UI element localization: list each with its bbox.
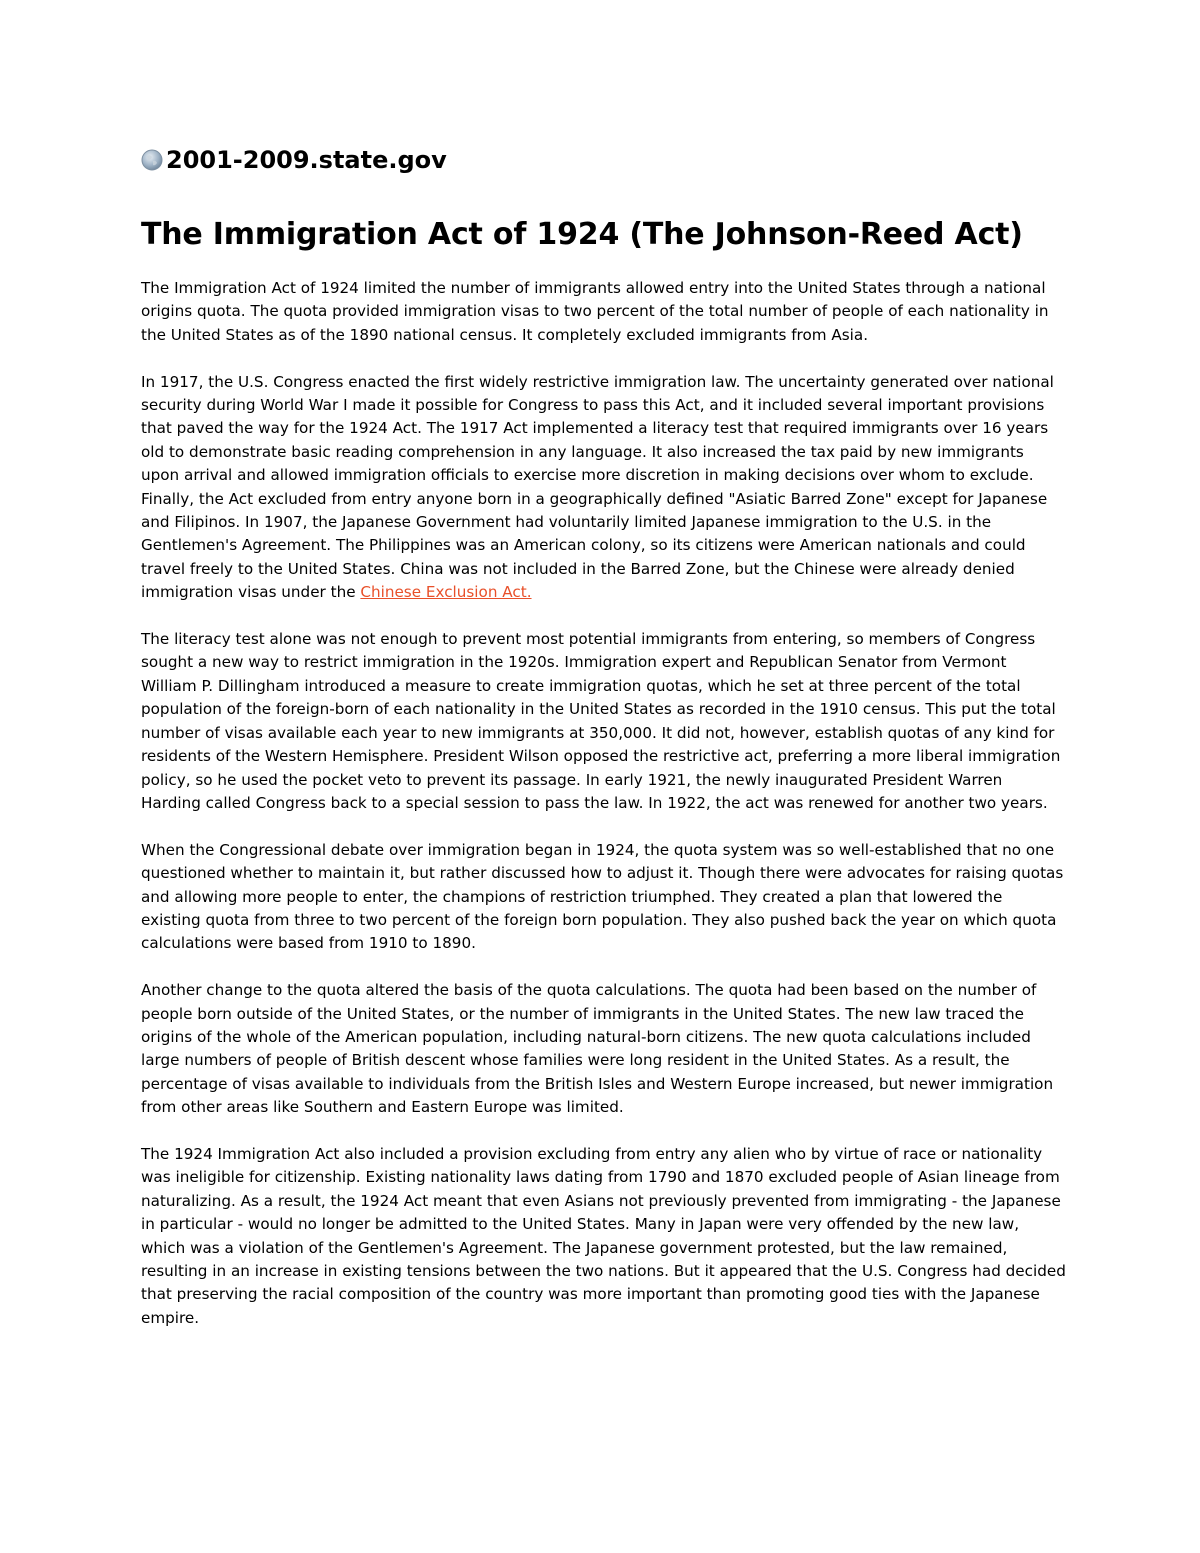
article-body xyxy=(141,277,1066,1330)
paragraph-1: The Immigration Act of 1924 limited the number of immigrants allowed entry into the United States through a national origins quota. The quota provided immigration visas to two percent of the total number of people of each nationality in the United States as of the 1890 national census. It completely excluded immigrants from Asia. xyxy=(141,279,1049,344)
chinese-exclusion-act-link[interactable]: Chinese Exclusion Act. xyxy=(360,583,532,602)
paragraph-2 xyxy=(141,371,1066,605)
document-page xyxy=(141,140,1066,1354)
source-domain: 2001-2009.state.gov xyxy=(166,146,447,174)
paragraph-5: Another change to the quota altered the basis of the quota calculations. The quota had been based on the number of people born outside of the United States, or the number of immigrants in the United States. The new law traced the origins of the whole of the American population, including natural-born citizens. The new quota calculations included large numbers of people of British descent whose families were long resident in the United States. As a result, the percentage of visas available to individuals from the British Isles and Western Europe increased, but newer immigration from other areas like Southern and Eastern Europe was limited. xyxy=(141,981,1054,1117)
paragraph-6: The 1924 Immigration Act also included a provision excluding from entry any alien who by virtue of race or nationality was ineligible for citizenship. Existing nationality laws dating from 1790 and 1870 excluded people of Asian lineage from naturalizing. As a result, the 1924 Act meant that even Asians not previously prevented from immigrating - the Japanese in particular - would no longer be admitted to the United States. Many in Japan were very offended by the new law, which was a violation of the Gentlemen's Agreement. The Japanese government protested, but the law remained, resulting in an increase in existing tensions between the two nations. But it appeared that the U.S. Congress had decided that preserving the racial composition of the country was more important than promoting good ties with the Japanese empire. xyxy=(141,1144,1066,1327)
paragraph-2-text: In 1917, the U.S. Congress enacted the first widely restrictive immigration law. The uncertainty generated over national security during World War I made it possible for Congress to pass this Act, and it included several important provisions that paved the way for the 1924 Act. The 1917 Act implemented a literacy test that required immigrants over 16 years old to demonstrate basic reading comprehension in any language. It also increased the tax paid by new immigrants upon arrival and allowed immigration officials to exercise more discretion in making decisions over whom to exclude. Finally, the Act excluded from entry anyone born in a geographically defined "Asiatic Barred Zone" except for Japanese and Filipinos. In 1907, the Japanese Government had voluntarily limited Japanese immigration to the U.S. in the Gentlemen's Agreement. The Philippines was an American colony, so its citizens were American nationals and could travel freely to the United States. China was not included in the Barred Zone, but the Chinese were already denied immigration visas under the xyxy=(141,372,1054,602)
source-header xyxy=(141,140,1066,180)
page-title: The Immigration Act of 1924 (The Johnson-Reed Act) xyxy=(141,217,1023,252)
paragraph-3: The literacy test alone was not enough to prevent most potential immigrants from entering, so members of Congress sought a new way to restrict immigration in the 1920s. Immigration expert and Republican Senator from Vermont William P. Dillingham introduced a measure to create immigration quotas, which he set at three percent of the total population of the foreign-born of each nationality in the United States as recorded in the 1910 census. This put the total number of visas available each year to new immigrants at 350,000. It did not, however, establish quotas of any kind for residents of the Western Hemisphere. President Wilson opposed the restrictive act, preferring a more liberal immigration policy, so he used the pocket veto to prevent its passage. In early 1921, the newly inaugurated President Warren Harding called Congress back to a special session to pass the law. In 1922, the act was renewed for another two years. xyxy=(141,630,1061,812)
globe-icon xyxy=(141,149,163,171)
paragraph-4: When the Congressional debate over immigration began in 1924, the quota system was so well-established that no one questioned whether to maintain it, but rather discussed how to adjust it. Though there were advocates for raising quotas and allowing more people to enter, the champions of restriction triumphed. They created a plan that lowered the existing quota from three to two percent of the foreign born population. They also pushed back the year on which quota calculations were based from 1910 to 1890. xyxy=(141,840,1064,953)
